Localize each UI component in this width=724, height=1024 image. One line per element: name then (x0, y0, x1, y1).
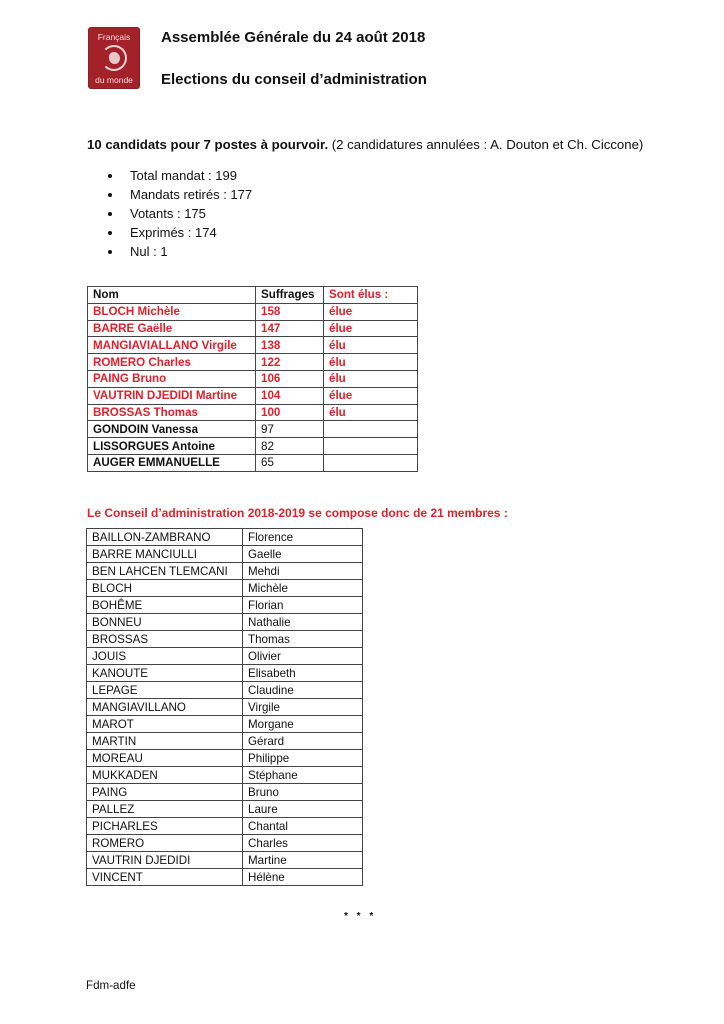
member-last-name: MUKKADEN (87, 767, 243, 784)
candidate-name: AUGER EMMANUELLE (88, 454, 256, 471)
member-last-name: ROMERO (87, 835, 243, 852)
table-row (87, 869, 363, 886)
header-nom: Nom (88, 287, 256, 304)
candidate-status (324, 438, 418, 455)
member-last-name: PALLEZ (87, 801, 243, 818)
candidate-name: GONDOIN Vanessa (88, 421, 256, 438)
member-last-name: VAUTRIN DJEDIDI (87, 852, 243, 869)
table-row (88, 370, 418, 387)
member-first-name: Elisabeth (243, 665, 363, 682)
table-row (87, 784, 363, 801)
candidate-name: VAUTRIN DJEDIDI Martine (88, 387, 256, 404)
table-row (88, 320, 418, 337)
member-last-name: BOHÊME (87, 597, 243, 614)
fdm-logo (89, 28, 139, 88)
candidate-votes: 138 (256, 337, 324, 354)
member-last-name: BAILLON-ZAMBRANO (87, 529, 243, 546)
candidate-status: élu (324, 404, 418, 421)
candidate-votes: 65 (256, 454, 324, 471)
separator: * * * (344, 911, 377, 922)
candidate-status: élu (324, 354, 418, 371)
page-title: Assemblée Générale du 24 août 2018 (161, 29, 426, 46)
member-last-name: BROSSAS (87, 631, 243, 648)
member-first-name: Florian (243, 597, 363, 614)
table-row (87, 699, 363, 716)
table-row (87, 580, 363, 597)
candidate-name: BARRE Gaëlle (88, 320, 256, 337)
candidate-name: PAING Bruno (88, 370, 256, 387)
table-row (87, 648, 363, 665)
page-subtitle: Elections du conseil d’administration (161, 71, 427, 88)
member-last-name: BLOCH (87, 580, 243, 597)
member-last-name: MOREAU (87, 750, 243, 767)
stat-item: Mandats retirés : 177 (103, 185, 252, 204)
candidate-votes: 147 (256, 320, 324, 337)
member-last-name: MARTIN (87, 733, 243, 750)
header-suffrages: Suffrages (256, 287, 324, 304)
table-row (87, 750, 363, 767)
member-first-name: Claudine (243, 682, 363, 699)
candidate-status: élu (324, 337, 418, 354)
candidate-name: LISSORGUES Antoine (88, 438, 256, 455)
council-table (86, 528, 363, 886)
member-last-name: MAROT (87, 716, 243, 733)
candidate-votes: 122 (256, 354, 324, 371)
member-first-name: Olivier (243, 648, 363, 665)
table-row (88, 337, 418, 354)
table-row (88, 387, 418, 404)
table-row (87, 597, 363, 614)
candidate-status: élu (324, 370, 418, 387)
intro-normal: (2 candidatures annulées : A. Douton et Ch. Ciccone) (328, 137, 644, 152)
table-row (87, 818, 363, 835)
member-first-name: Hélène (243, 869, 363, 886)
member-last-name: BONNEU (87, 614, 243, 631)
stat-item: Votants : 175 (103, 204, 252, 223)
stat-item: Exprimés : 174 (103, 223, 252, 242)
member-first-name: Morgane (243, 716, 363, 733)
candidate-status: élue (324, 387, 418, 404)
stat-item: Nul : 1 (103, 242, 252, 261)
member-first-name: Chantal (243, 818, 363, 835)
footer-text: Fdm-adfe (86, 979, 136, 992)
table-row (87, 801, 363, 818)
table-row (87, 546, 363, 563)
logo-bottom-text: du monde (95, 75, 133, 85)
table-row (87, 716, 363, 733)
member-last-name: PICHARLES (87, 818, 243, 835)
candidate-votes: 97 (256, 421, 324, 438)
candidate-votes: 104 (256, 387, 324, 404)
table-row (88, 438, 418, 455)
globe-icon (101, 45, 127, 71)
table-row (87, 767, 363, 784)
member-last-name: VINCENT (87, 869, 243, 886)
table-row (88, 404, 418, 421)
stat-item: Total mandat : 199 (103, 166, 252, 185)
table-row (87, 682, 363, 699)
table-row (87, 563, 363, 580)
intro-bold: 10 candidats pour 7 postes à pourvoir. (87, 137, 329, 152)
candidate-name: ROMERO Charles (88, 354, 256, 371)
member-first-name: Charles (243, 835, 363, 852)
table-row (88, 454, 418, 471)
member-last-name: BARRE MANCIULLI (87, 546, 243, 563)
member-first-name: Michèle (243, 580, 363, 597)
council-heading: Le Conseil d’administration 2018-2019 se compose donc de 21 membres : (87, 506, 508, 520)
member-last-name: LEPAGE (87, 682, 243, 699)
member-first-name: Bruno (243, 784, 363, 801)
member-first-name: Gaelle (243, 546, 363, 563)
member-first-name: Stéphane (243, 767, 363, 784)
candidate-votes: 100 (256, 404, 324, 421)
table-row (87, 614, 363, 631)
results-table (87, 286, 418, 472)
table-row (87, 665, 363, 682)
candidate-status: élue (324, 303, 418, 320)
table-row (87, 852, 363, 869)
intro-line (87, 137, 643, 152)
member-last-name: KANOUTE (87, 665, 243, 682)
member-last-name: JOUIS (87, 648, 243, 665)
member-first-name: Nathalie (243, 614, 363, 631)
candidate-votes: 82 (256, 438, 324, 455)
stats-list (103, 166, 252, 261)
candidate-votes: 106 (256, 370, 324, 387)
candidate-name: MANGIAVIALLANO Virgile (88, 337, 256, 354)
table-row (87, 733, 363, 750)
member-first-name: Thomas (243, 631, 363, 648)
member-first-name: Florence (243, 529, 363, 546)
candidate-votes: 158 (256, 303, 324, 320)
member-last-name: BEN LAHCEN TLEMCANI (87, 563, 243, 580)
table-row (88, 303, 418, 320)
table-header-row (88, 287, 418, 304)
member-first-name: Mehdi (243, 563, 363, 580)
logo-top-text: Français (97, 32, 131, 42)
table-row (88, 354, 418, 371)
member-first-name: Virgile (243, 699, 363, 716)
candidate-name: BROSSAS Thomas (88, 404, 256, 421)
member-first-name: Gérard (243, 733, 363, 750)
member-first-name: Philippe (243, 750, 363, 767)
header-elus: Sont élus : (324, 287, 418, 304)
table-row (87, 529, 363, 546)
member-first-name: Laure (243, 801, 363, 818)
candidate-status (324, 454, 418, 471)
table-row (87, 631, 363, 648)
candidate-status: élue (324, 320, 418, 337)
member-first-name: Martine (243, 852, 363, 869)
table-row (88, 421, 418, 438)
member-last-name: MANGIAVILLANO (87, 699, 243, 716)
table-row (87, 835, 363, 852)
candidate-name: BLOCH Michèle (88, 303, 256, 320)
member-last-name: PAING (87, 784, 243, 801)
candidate-status (324, 421, 418, 438)
